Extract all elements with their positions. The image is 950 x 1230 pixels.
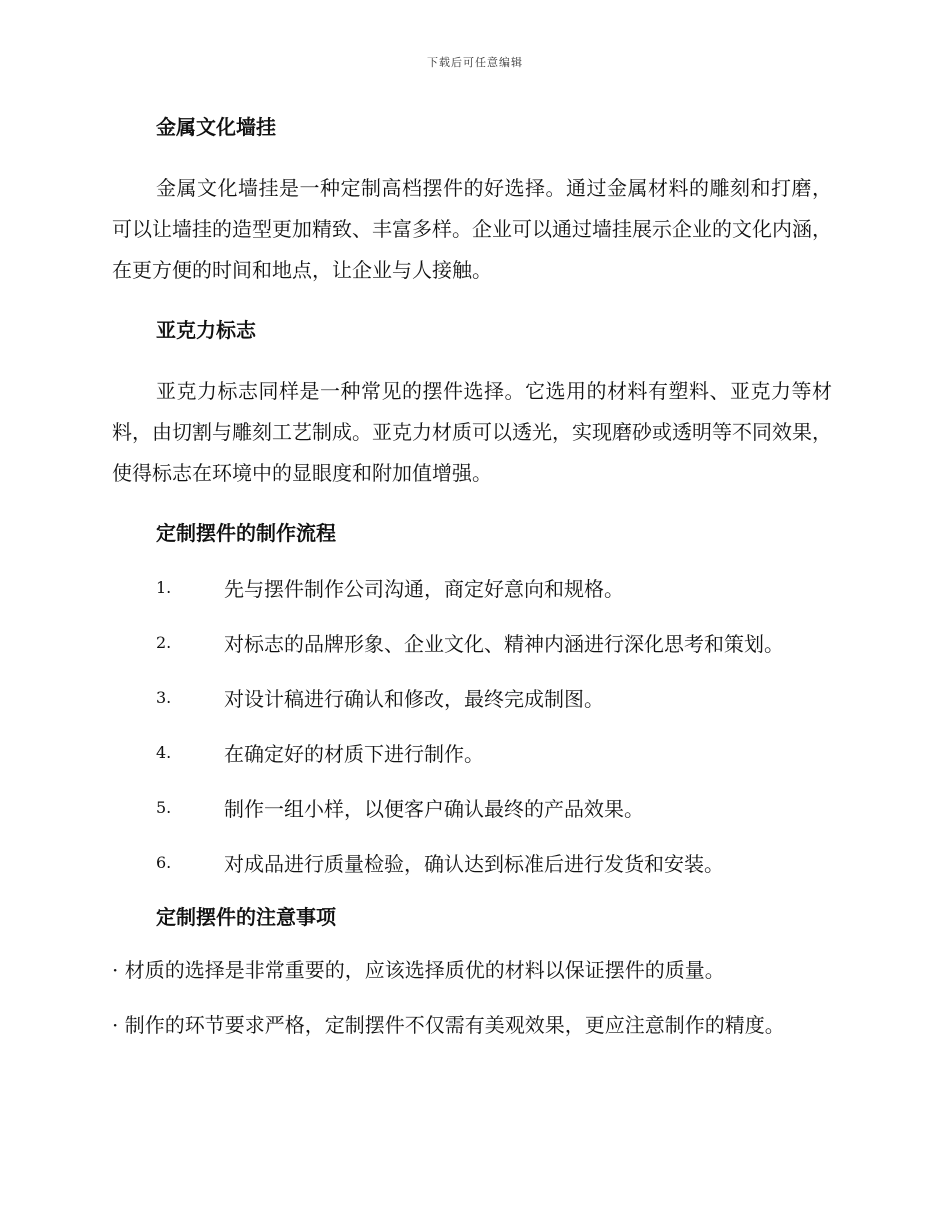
section-heading-notes: 定制摆件的注意事项 — [156, 905, 336, 929]
process-steps-list — [112, 560, 832, 890]
step-number: 1. — [156, 578, 172, 597]
step-number: 2. — [156, 633, 172, 652]
step-number: 3. — [156, 688, 172, 707]
list-item — [112, 560, 832, 615]
step-text: 先与摆件制作公司沟通，商定好意向和规格。 — [224, 577, 624, 601]
note-bullet-1: · 材质的选择是非常重要的，应该选择质优的材料以保证摆件的质量。 — [112, 958, 725, 982]
step-text: 对标志的品牌形象、企业文化、精神内涵进行深化思考和策划。 — [224, 632, 784, 656]
note-bullet-2: · 制作的环节要求严格，定制摆件不仅需有美观效果，更应注意制作的精度。 — [112, 1013, 785, 1037]
list-item — [112, 835, 832, 890]
list-item — [112, 780, 832, 835]
section-heading-process: 定制摆件的制作流程 — [156, 521, 336, 545]
step-text: 制作一组小样，以便客户确认最终的产品效果。 — [224, 797, 644, 821]
step-number: 4. — [156, 743, 172, 762]
list-item — [112, 615, 832, 670]
step-text: 在确定好的材质下进行制作。 — [224, 742, 484, 766]
section-body-metal: 金属文化墙挂是一种定制高档摆件的好选择。通过金属材料的雕刻和打磨，可以让墙挂的造型更加精致、丰富多样。企业可以通过墙挂展示企业的文化内涵，在更方便的时间和地点，让企业与人接触。 — [112, 176, 832, 282]
section-heading-acrylic: 亚克力标志 — [156, 318, 256, 342]
step-text: 对设计稿进行确认和修改，最终完成制图。 — [224, 687, 604, 711]
section-heading-metal: 金属文化墙挂 — [156, 115, 276, 139]
list-item — [112, 670, 832, 725]
step-number: 5. — [156, 798, 172, 817]
step-number: 6. — [156, 853, 172, 872]
document-content — [112, 105, 832, 1046]
section-body-acrylic: 亚克力标志同样是一种常见的摆件选择。它选用的材料有塑料、亚克力等材料，由切割与雕刻工艺制成。亚克力材质可以透光，实现磨砂或透明等不同效果，使得标志在环境中的显眼度和附加值增强。 — [112, 379, 832, 485]
header-note: 下载后可任意编辑 — [427, 56, 523, 69]
step-text: 对成品进行质量检验，确认达到标准后进行发货和安装。 — [224, 852, 724, 876]
list-item — [112, 725, 832, 780]
